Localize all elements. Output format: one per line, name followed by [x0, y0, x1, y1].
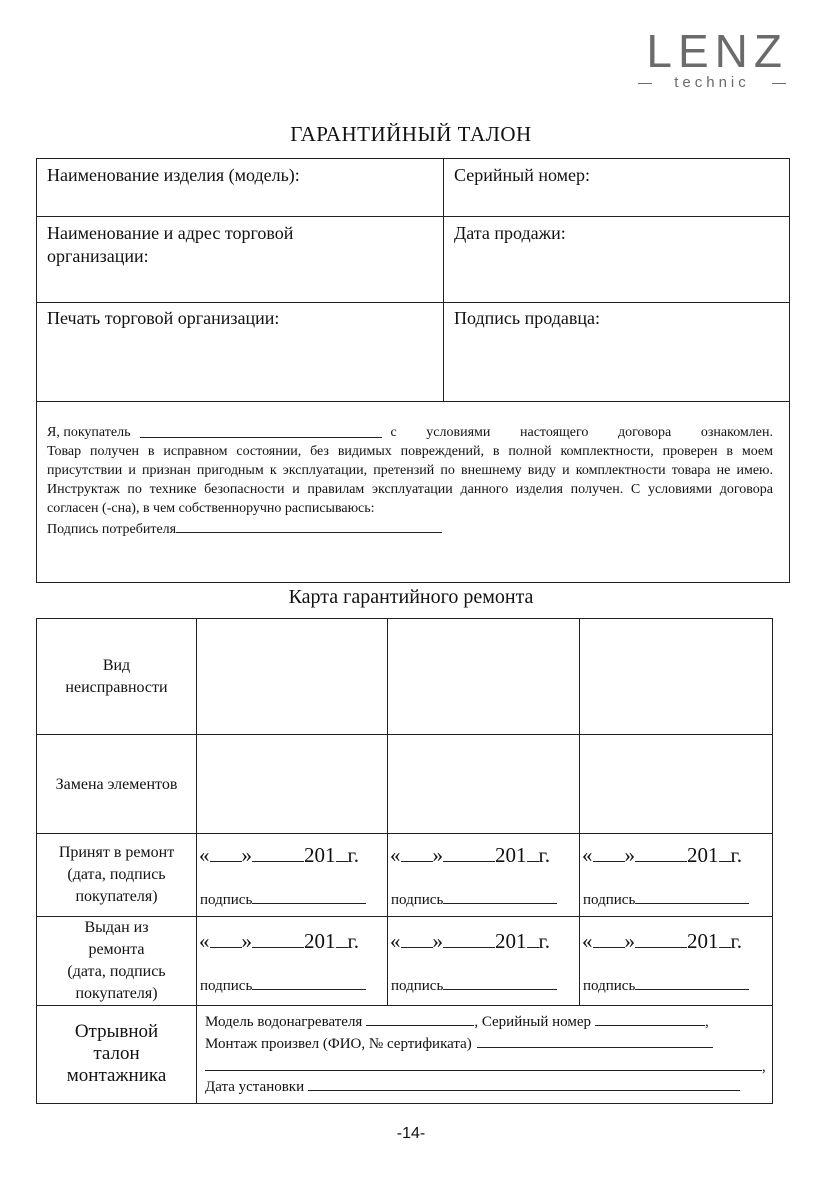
- logo-tagline: technic: [674, 74, 750, 91]
- signature-blank: [443, 976, 557, 990]
- row-divider: [37, 833, 772, 834]
- installer-stub-line2: талон: [93, 1043, 140, 1064]
- seller-signature-label: Подпись продавца:: [454, 308, 600, 328]
- signature-blank: [443, 890, 557, 904]
- logo-brand: LENZ: [646, 25, 788, 77]
- day-blank: [401, 843, 433, 862]
- date-open-quote: «: [390, 929, 401, 953]
- date-suffix: г.: [730, 929, 742, 953]
- date-year: 201: [495, 929, 527, 953]
- repair-table: [36, 618, 773, 1104]
- logo-dash-left: [638, 83, 652, 84]
- signature-blank: [252, 976, 366, 990]
- product-name-label: Наименование изделия (модель):: [47, 165, 300, 185]
- column-divider: [443, 159, 444, 401]
- serial-number-label: Серийный номер:: [454, 165, 591, 185]
- date-year: 201: [304, 929, 336, 953]
- column-divider: [387, 619, 388, 1005]
- comma: ,: [762, 1059, 766, 1075]
- consumer-signature-blank: [176, 518, 442, 533]
- month-blank: [443, 843, 495, 862]
- shop-stamp-label: Печать торговой организации:: [47, 308, 280, 328]
- month-blank: [252, 929, 304, 948]
- accepted-line3: покупателя): [75, 888, 158, 905]
- heater-model-label: Модель водонагревателя: [205, 1014, 363, 1030]
- accepted-signature-1: [200, 890, 366, 909]
- day-blank: [210, 929, 242, 948]
- fault-type-line2: неисправности: [65, 679, 168, 696]
- issued-line2: ремонта: [88, 941, 145, 958]
- month-blank: [635, 929, 687, 948]
- date-open-quote: «: [199, 843, 210, 867]
- fault-type-line1: Вид: [102, 657, 131, 674]
- consumer-signature-label: Подпись потребителя: [47, 522, 177, 537]
- signature-label: подпись: [200, 892, 253, 908]
- year-blank: [336, 929, 348, 948]
- accepted-signature-3: [583, 890, 749, 909]
- installed-by-blank: [477, 1034, 713, 1048]
- date-close-quote: »: [432, 843, 443, 867]
- issued-signature-3: [583, 976, 749, 995]
- month-blank: [443, 929, 495, 948]
- date-suffix: г.: [538, 929, 550, 953]
- date-year: 201: [687, 843, 719, 867]
- install-date-row: [205, 1077, 740, 1098]
- installer-stub-line3: монтажника: [66, 1065, 167, 1086]
- accepted-line2: (дата, подпись: [67, 866, 166, 883]
- accepted-line1: Принят в ремонт: [58, 844, 175, 861]
- logo-dash-right: [772, 83, 786, 84]
- install-date-blank: [308, 1077, 740, 1091]
- issued-date-1: [199, 929, 359, 953]
- signature-blank: [635, 890, 749, 904]
- date-suffix: г.: [347, 929, 359, 953]
- month-blank: [635, 843, 687, 862]
- signature-label: подпись: [583, 892, 636, 908]
- accepted-date-2: [390, 843, 550, 867]
- install-date-label: Дата установки: [205, 1079, 305, 1095]
- accepted-date-1: [199, 843, 359, 867]
- date-open-quote: «: [582, 929, 593, 953]
- comma: ,: [705, 1014, 709, 1030]
- installed-by-row: [205, 1034, 713, 1055]
- day-blank: [593, 929, 625, 948]
- signature-blank: [635, 976, 749, 990]
- date-close-quote: »: [432, 929, 443, 953]
- year-blank: [527, 843, 539, 862]
- consent-start: Я, покупатель: [47, 425, 131, 440]
- row-divider: [37, 216, 789, 217]
- signature-label: подпись: [200, 978, 253, 994]
- heater-model-row: [205, 1012, 709, 1033]
- date-year: 201: [304, 843, 336, 867]
- warranty-table: [36, 158, 790, 583]
- consent-first-line: [47, 423, 773, 442]
- issued-signature-1: [200, 976, 366, 995]
- date-close-quote: »: [241, 929, 252, 953]
- issued-line1: Выдан из: [84, 919, 149, 936]
- installed-by-continuation-row: [205, 1057, 766, 1078]
- date-open-quote: «: [199, 929, 210, 953]
- heater-model-blank: [366, 1012, 474, 1026]
- date-year: 201: [687, 929, 719, 953]
- accepted-label: [37, 842, 196, 908]
- row-divider: [37, 302, 789, 303]
- date-close-quote: »: [241, 843, 252, 867]
- issued-date-2: [390, 929, 550, 953]
- page-number: -14-: [396, 1125, 426, 1142]
- sale-date-label: Дата продажи:: [454, 223, 566, 243]
- row-divider: [37, 1005, 772, 1006]
- day-blank: [210, 843, 242, 862]
- brand-logo: [636, 25, 788, 98]
- consent-after-blank: с условиями настоящего договора ознакомлен.: [390, 425, 773, 440]
- installed-by-blank-2: [205, 1057, 762, 1071]
- accepted-date-3: [582, 843, 742, 867]
- fault-type-label: [37, 655, 196, 699]
- installed-by-label: Монтаж произвел (ФИО, № сертификата): [205, 1036, 472, 1052]
- repair-card-title: Карта гарантийного ремонта: [288, 586, 534, 608]
- year-blank: [719, 843, 731, 862]
- signature-blank: [252, 890, 366, 904]
- consumer-signature-row: [47, 518, 773, 539]
- page-title: ГАРАНТИЙНЫЙ ТАЛОН: [290, 122, 532, 146]
- day-blank: [401, 929, 433, 948]
- shop-name-label-line1: Наименование и адрес торговой: [47, 223, 294, 243]
- date-suffix: г.: [347, 843, 359, 867]
- parts-replaced-label: Замена элементов: [55, 776, 178, 793]
- day-blank: [593, 843, 625, 862]
- date-open-quote: «: [390, 843, 401, 867]
- year-blank: [719, 929, 731, 948]
- installer-stub-label: [37, 1021, 196, 1087]
- date-open-quote: «: [582, 843, 593, 867]
- row-divider: [37, 734, 772, 735]
- issued-line3: (дата, подпись: [67, 963, 166, 980]
- accepted-signature-2: [391, 890, 557, 909]
- month-blank: [252, 843, 304, 862]
- consent-body: Товар получен в исправном состоянии, без видимых повреждений, в полной комплектности, проверен в моем присутствии и признан пригодным к эксплуатации, претензий по внешнему виду и комплектности товара не имею. Инструктаж по технике безопасности и правилам эксплуатации данного изделия получен. С условиями договора согласен (-сна), в чем собственноручно расписываюсь:: [47, 444, 773, 516]
- signature-label: подпись: [391, 978, 444, 994]
- issued-label: [37, 917, 196, 1005]
- year-blank: [527, 929, 539, 948]
- serial-number-label: , Серийный номер: [474, 1014, 592, 1030]
- date-close-quote: »: [624, 929, 635, 953]
- row-divider: [37, 401, 789, 402]
- date-suffix: г.: [730, 843, 742, 867]
- issued-signature-2: [391, 976, 557, 995]
- installer-stub-line1: Отрывной: [74, 1021, 159, 1042]
- buyer-name-blank: [140, 423, 382, 438]
- issued-line4: покупателя): [75, 985, 158, 1002]
- issued-date-3: [582, 929, 742, 953]
- serial-number-blank: [595, 1012, 705, 1026]
- date-close-quote: »: [624, 843, 635, 867]
- logo-tagline-row: [636, 74, 788, 94]
- consent-text: [47, 423, 773, 539]
- signature-label: подпись: [391, 892, 444, 908]
- shop-name-label-line2: организации:: [47, 246, 149, 266]
- column-divider: [579, 619, 580, 1005]
- date-suffix: г.: [538, 843, 550, 867]
- column-divider: [196, 619, 197, 1103]
- date-year: 201: [495, 843, 527, 867]
- signature-label: подпись: [583, 978, 636, 994]
- year-blank: [336, 843, 348, 862]
